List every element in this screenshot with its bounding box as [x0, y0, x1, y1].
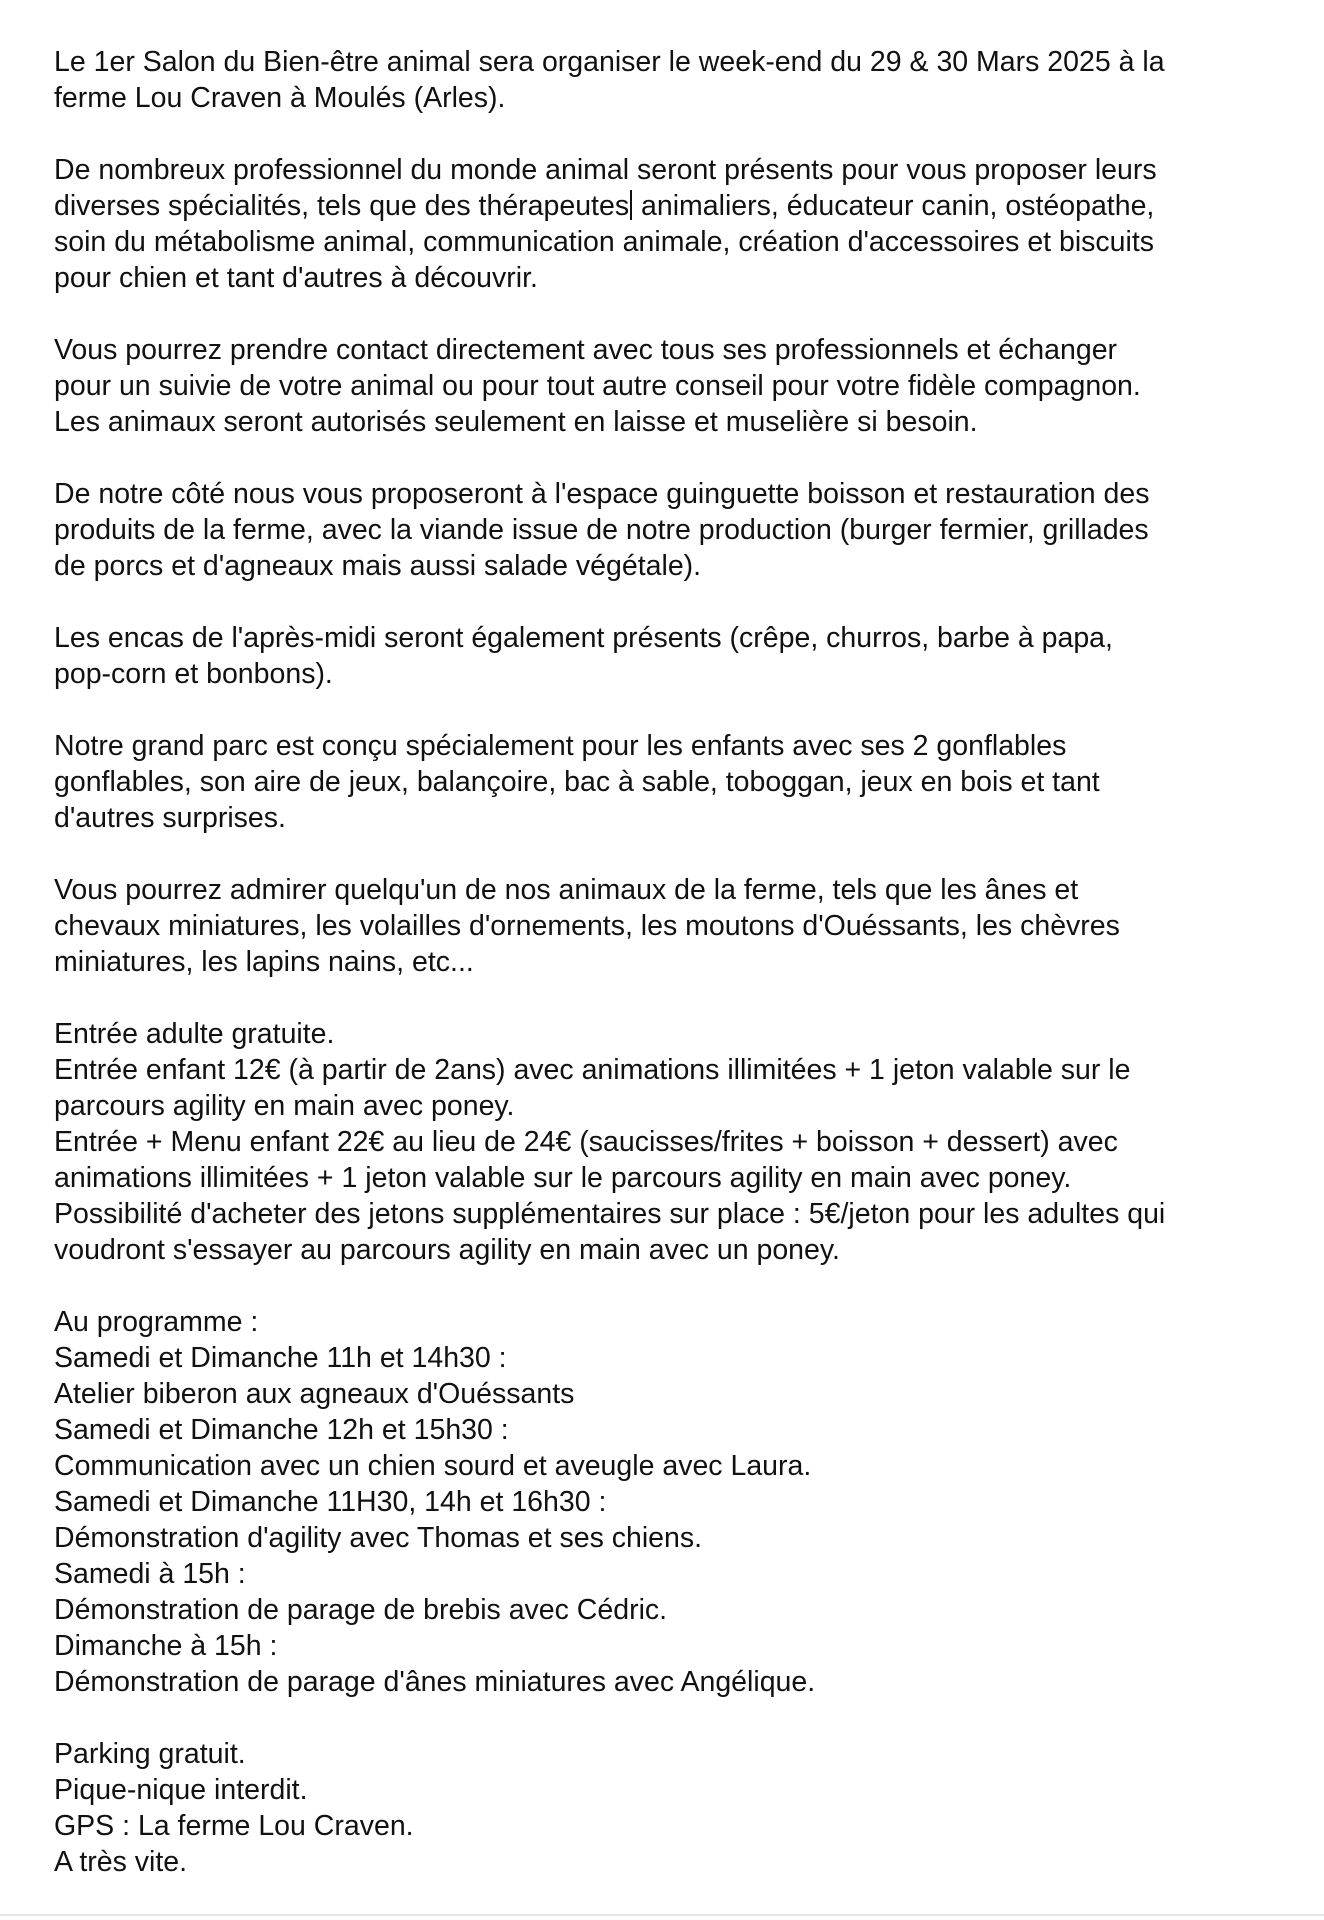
paragraph-professionals	[54, 152, 1314, 296]
text-line: Les animaux seront autorisés seulement en laisse et muselière si besoin.	[54, 406, 978, 438]
text-line: Vous pourrez admirer quelqu'un de nos animaux de la ferme, tels que les ânes et	[54, 874, 1079, 906]
text-line: voudront s'essayer au parcours agility en main avec un poney.	[54, 1234, 840, 1266]
text-line: Samedi et Dimanche 12h et 15h30 :	[54, 1414, 509, 1446]
text-line: Samedi et Dimanche 11H30, 14h et 16h30 :	[54, 1486, 607, 1518]
paragraph-snacks	[54, 620, 1314, 692]
text-line: Samedi et Dimanche 11h et 14h30 :	[54, 1342, 507, 1374]
paragraph-programme	[54, 1304, 1314, 1700]
document-body[interactable]	[54, 44, 1314, 1916]
text-line: Le 1er Salon du Bien-être animal sera organiser le week-end du 29 & 30 Mars 2025 à la	[54, 46, 1165, 78]
text-line: pop-corn et bonbons).	[54, 658, 333, 690]
text-line: Dimanche à 15h :	[54, 1630, 278, 1662]
text-line: Communication avec un chien sourd et aveugle avec Laura.	[54, 1450, 812, 1482]
text-line: Au programme :	[54, 1306, 259, 1338]
text-line: A très vite.	[54, 1846, 188, 1878]
text-line: Parking gratuit.	[54, 1738, 246, 1770]
text-line: Entrée enfant 12€ (à partir de 2ans) avec animations illimitées + 1 jeton valable sur le	[54, 1054, 1131, 1086]
text-line: Entrée adulte gratuite.	[54, 1018, 335, 1050]
text-line: Possibilité d'acheter des jetons supplémentaires sur place : 5€/jeton pour les adultes qui	[54, 1198, 1166, 1230]
text-fragment: diverses spécialités, tels que des thérapeutes	[54, 190, 630, 222]
text-line: Vous pourrez prendre contact directement avec tous ses professionnels et échanger	[54, 334, 1118, 366]
text-line: soin du métabolisme animal, communication animale, création d'accessoires et biscuits	[54, 226, 1155, 258]
text-line: Samedi à 15h :	[54, 1558, 246, 1590]
paragraph-intro	[54, 44, 1314, 116]
text-line: Entrée + Menu enfant 22€ au lieu de 24€ (saucisses/frites + boisson + dessert) avec	[54, 1126, 1118, 1158]
text-line: De notre côté nous vous proposeront à l'espace guinguette boisson et restauration des	[54, 478, 1150, 510]
text-line: Les encas de l'après-midi seront également présents (crêpe, churros, barbe à papa,	[54, 622, 1113, 654]
text-line: parcours agility en main avec poney.	[54, 1090, 515, 1122]
paragraph-prices	[54, 1016, 1314, 1268]
paragraph-practical-info	[54, 1736, 1314, 1880]
text-line: ferme Lou Craven à Moulés (Arles).	[54, 82, 506, 114]
text-line: chevaux miniatures, les volailles d'ornements, les moutons d'Ouéssants, les chèvres	[54, 910, 1120, 942]
text-line: pour un suivie de votre animal ou pour tout autre conseil pour votre fidèle compagnon.	[54, 370, 1141, 402]
text-line: Notre grand parc est conçu spécialement pour les enfants avec ses 2 gonflables	[54, 730, 1067, 762]
paragraph-animals	[54, 872, 1314, 980]
paragraph-park	[54, 728, 1314, 836]
text-line: produits de la ferme, avec la viande issue de notre production (burger fermier, grillades	[54, 514, 1149, 546]
page-bottom-divider	[0, 1914, 1324, 1916]
text-line: Démonstration de parage de brebis avec Cédric.	[54, 1594, 668, 1626]
paragraph-contact	[54, 332, 1314, 440]
text-line: animations illimitées + 1 jeton valable sur le parcours agility en main avec poney.	[54, 1162, 1072, 1194]
text-line: pour chien et tant d'autres à découvrir.	[54, 262, 538, 294]
paragraph-guinguette	[54, 476, 1314, 584]
text-line: de porcs et d'agneaux mais aussi salade végétale).	[54, 550, 702, 582]
text-line: Pique-nique interdit.	[54, 1774, 308, 1806]
text-line: d'autres surprises.	[54, 802, 286, 834]
text-cursor	[630, 190, 632, 220]
text-line: gonflables, son aire de jeux, balançoire, bac à sable, toboggan, jeux en bois et tant	[54, 766, 1100, 798]
text-line: miniatures, les lapins nains, etc...	[54, 946, 474, 978]
text-line: De nombreux professionnel du monde animal seront présents pour vous proposer leurs	[54, 154, 1157, 186]
text-line: Démonstration de parage d'ânes miniatures avec Angélique.	[54, 1666, 816, 1698]
text-line-with-caret	[54, 188, 1314, 224]
text-line: Démonstration d'agility avec Thomas et ses chiens.	[54, 1522, 703, 1554]
text-line: GPS : La ferme Lou Craven.	[54, 1810, 414, 1842]
text-fragment: animaliers, éducateur canin, ostéopathe,	[633, 190, 1155, 222]
text-line: Atelier biberon aux agneaux d'Ouéssants	[54, 1378, 575, 1410]
